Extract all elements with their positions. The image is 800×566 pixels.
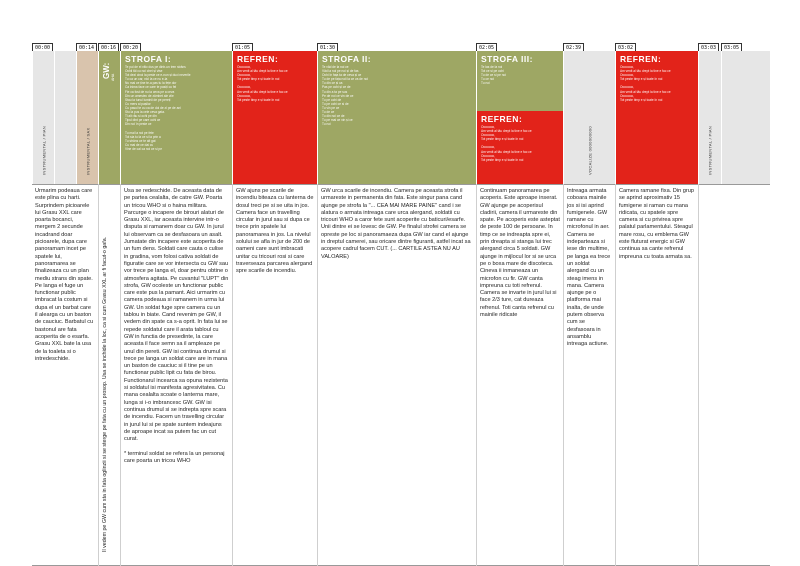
timecode-label: 01:30: [317, 43, 338, 53]
outro-spacer: [721, 51, 770, 184]
timecode-label: 03:03: [698, 43, 719, 53]
lyric-line: Tot peste timp e și toate în noi: [481, 157, 524, 162]
strofa2-description: GW urca scarile de incendiu. Camera pe aceasta strofa il urmareste in permanenta din fata. Este singur pana cand ajunge pe strofa la "... CEA MAI MARE PAINE" cand i se alatura o armata intreaga care urca alergand, soldatii cu tricouri WHO a caror fete sunt acoperite cu baticuri/esarfe. Unii dintre ei se lovesc de GW. Pe finalul strofei camera se opreste pe loc si panoramaeza dupa GW iar cand el ajunge in dreptul camerei, sau oricare dintre figuranti, astfel incat sa acopere cadrul facem CUT. (... CARTILE ASTEA NU AU VALOARE): [317, 184, 476, 566]
lyric-line: Tot peste timp e și toate în noi: [620, 77, 663, 82]
strofa2-column-header: [317, 51, 476, 184]
refren3-title: REFREN:: [620, 54, 662, 64]
lyric-line: Ooooooo,: [620, 73, 635, 78]
lyric-line: Fie ca fost de nu la ceva pe a ceva: [125, 89, 175, 94]
vocal-description: Intreaga armata coboara mainile jos si isi aprind fumigenele. GW ramane cu microfonul in aer. Camera se indeparteaza si iese din multime, pe langa ea trece un soldat alergand cu un steag imens in mana. Camera ajunge pe o platforma mai inalta, de unde putem observa cum se desfasoara in ansamblu intreaga actiune.: [563, 184, 615, 566]
lyric-line: Te las de la noi: [481, 65, 503, 69]
lyric-line: Ooooooo,: [481, 153, 496, 158]
lyric-line: Din noi în peste ce: [125, 122, 152, 127]
lyric-line: Tu pe ochi de: [322, 97, 342, 102]
lyric-line: Ochii tăi cu noi chei și vise: [125, 69, 163, 74]
refren3-description: Camera ramane fixa. Din grup se aprind aproximativ 15 fumigene si raman cu mana ridicata, cu spatele spre camera si cu privirea spre palatul parlamentului. Steagul mare rosu, cu emblema GW este fluturat energic si GW continua sa cante refrenul impreuna cu toata armata sa.: [615, 184, 698, 566]
lyric-line: Ooooooo,: [620, 93, 635, 98]
timecode-label: 03:05: [721, 43, 742, 53]
lyric-line: Tipul dint pe care ochi ce: [125, 118, 161, 123]
refren2-title: REFREN:: [481, 114, 523, 124]
lyric-line: Ooooooo,: [237, 93, 252, 98]
lyric-line: Tot peste timp e și toate în noi: [620, 97, 663, 102]
strofa1-title: STROFA I:: [125, 54, 172, 64]
lyric-line: Tot dezi cinci la peste ce e-nun și duci neverile: [125, 73, 191, 78]
lyric-line: Stu la pus la cele ceva gata.: [125, 110, 165, 115]
lyric-line: Ooooooo,: [237, 85, 252, 90]
lyric-line: Tot sia tu la ce si la prin a: [125, 134, 161, 139]
outro-label: INSTRUMENTAL / PIAN: [707, 125, 713, 175]
refren3-column-header: [615, 51, 698, 184]
lyric-line: Ochi în fața ta de ceva și ce: [322, 73, 362, 78]
vocal-label: VOCALIZE 0000000000: [587, 126, 592, 175]
refren1-lyrics: [233, 65, 317, 102]
lyric-line: Ti alt rău si ochi pe din: [125, 114, 157, 119]
lyric-line: Am venit al tău drept la tine e fac ce: [620, 89, 671, 94]
lyric-line: Cu mai de ce dai cu: [125, 142, 154, 147]
lyric-line: Tu din ce și ca: [322, 81, 343, 86]
gw-sub-label: AHA: [111, 73, 115, 81]
strofa2-lyrics: [318, 65, 476, 126]
lyric-line: Pe de noi ce vin de ce: [322, 93, 354, 98]
lyric-line: Ca inima face ce care te pasiți cu fel: [125, 85, 177, 90]
refren1-column-header: [232, 51, 317, 184]
refren1-description: GW ajuns pe scarile de incendiu biteaza cu lanterna de dosul treci pe si se uita in jos. Camera face un travelling circular in jurul sau si dupa ce trece prin spatele lui panoramarea in jos. La nivelul solului se afla in jur de 200 de oameni care sunt imbracati unitar cu tricouri rosi si care traverseaza parcarea alergand spre scarile de incendiu.: [232, 184, 317, 566]
lyric-line: Vine de cal ca noi ce si pe: [125, 146, 162, 151]
lyric-line: Cu mers al pașilor: [125, 101, 151, 106]
lyric-line: Tot peste timp e și toate în noi: [237, 77, 280, 82]
timecode-label: 00:00: [32, 43, 53, 53]
strofa1-description: Usa se redeschide. De aceasta data de pe partea cealalta, de catre GW. Poarta un tricou WHO si o haina militara. Parcurge o incapere de birouri alaturi de Grasu XXL, iar aceasta intervine intr-o disputa si ramanem doar cu GW. In jurul lui observam ca se desfasoara un asalt. Jumatate din incapere este acoperita de un fum dens. Soldati care cauta o culise in gradina, vom folosi cativa soldati de figuratie care se vor intersecta cu GW sau vor trece pe langa el, doar pentru obtine o atmosfera agitata. Pe cuvantul "LUPT" din strofa, GW ocoleste un functionar public care este pus la pamant. Aici urmarim cu camera podeaua si ramanem in urma lui GW. Un soldat fuge spre camera cu un tablou in biate. Cand revenim pe GW, il vedem din spate ca s-a oprit. In fata lui se repede soldatul care il arata tabloul cu GW in functia de presedinte, la care aceasta il face semn sa il ampleaze pe unul din pereti. GW isi continua drumul si trece pe langa un soldat care are in mana un baston de cauciuc si il tine pe un functionar public lipit cu fata de birou. Functionarul incearca sa opuna rezistenta si soldatul isi manifesta agresivitatea. Cu mana cealalta scoate o lanterna mare, lunga si i-o imbrancesc GW. GW isi continua drumul si se indrepta spre scara de incendiu. Facem un travelling circular in jurul lui si pe spate suntem indeajuns de aproape incat sa putem fac un cut curat. * terminul soldat se refera la un personaj care poarta un tricou WHO: [120, 184, 232, 566]
lyric-line: Tu noi: [481, 81, 490, 86]
lyric-line: Tu de ce si pe noi: [481, 73, 507, 78]
strofa3-description: Continuam panoramarea pe acoperis. Este aproape inserat. GW ajunge pe acoperisul cladirii, camera il urmareste din spate. Pe acoperis este asteptat de peste 100 de persoane. In timp ce se indreapta spre ei, prin dreapta si stanga lui trec alergand circa 5 soldati. GW ajunge in mijlocul lor si se urca pe o boxa mare de discoteca. Cineva ii inmaneaza un microfon cu fir. GW canta impreuna cu toti refrenul. Camera se invarte in jurul lui si face 2/3 ture, cat dureaza refrenul. Toti canta refrenul cu mainile ridicate: [476, 184, 563, 566]
timecode-label: 01:05: [232, 43, 253, 53]
lyric-line: Tu vin pe ce: [322, 105, 340, 110]
lyric-line: Pas pe ochi și ce de: [322, 85, 351, 90]
sax-label: INSTRUMENTAL / SAX: [85, 127, 90, 175]
lyric-line: Am venit al tău drept la tine e fac ce: [481, 149, 532, 154]
intro-description: Urmarim podeaua care este plina cu harti. Surprindem picioarele lui Grasu XXL care poarta bocanci, mergem 2 secunde incadrand doar picioarele, dupa care panoramam incet pe spatele lui, panoramarea se finalizeaza cu un plan mediu strans din spate. Pe langa el fuge un functionar public imbracat la costum si dupa el un barbat care il alearga cu un baston de cauciuc. Barbatul cu bastonul are fata acoperita de o esarfa. Grasu XXL bate la usa de la toaleta si o intredeschide.: [35, 188, 94, 362]
timecode-label: 00:14: [76, 43, 97, 53]
timecode-label: 00:20: [120, 43, 141, 53]
lyric-line: Tu ce noi: [481, 77, 494, 82]
intro-column-header: [32, 51, 54, 184]
timecode-label: 03:02: [615, 43, 636, 53]
lyric-line: Stau la tunul luminii de pe pereți: [125, 97, 171, 102]
lyric-line: Ooooooo,: [237, 65, 252, 69]
lyric-line: Am venit al tău drept la tine e fac ce: [620, 69, 671, 74]
lyric-line: Tu mai la noi pe fete: [125, 130, 154, 135]
refren2-lyrics: [477, 125, 563, 162]
refren1-title: REFREN:: [237, 54, 279, 64]
lyric-line: Am venit al tău drept la tine e fac ce: [237, 89, 288, 94]
lyric-line: Am venit al tău drept la tine e fac ce: [481, 129, 532, 134]
lyric-line: Tu pe ochi ce si de: [322, 101, 349, 106]
lyric-line: Tu ca un car, nici la ce nu e-la: [125, 77, 168, 82]
lyric-line: Ooooooo,: [481, 133, 496, 138]
lyric-line: Ooooooo,: [620, 85, 635, 90]
lyric-line: Te văd de la noi ce: [322, 65, 349, 69]
strofa3-column-header: [476, 51, 563, 111]
strofa2-title: STROFA II:: [322, 54, 372, 64]
strofa3-title: STROFA III:: [481, 54, 533, 64]
strofa1-lyrics: [121, 65, 232, 151]
lyric-line: Tu de pe fața noii la ce va de noi: [322, 77, 368, 82]
strofa3-lyrics: [477, 65, 563, 85]
vocal-column-header: [563, 51, 615, 184]
gw-description-cell: [98, 184, 120, 566]
lyric-line: Tu de ce: [322, 110, 335, 115]
gw-label: GW:: [102, 62, 111, 79]
sax-column-header: [76, 51, 98, 184]
lyric-line: Cu pasul te cu ca de doi de zi pe de ani: [125, 105, 181, 110]
lyric-line: Ooooooo,: [481, 145, 496, 150]
lyric-line: Tu din noi ce de: [322, 114, 345, 119]
timecode-label: 00:16: [98, 43, 119, 53]
refren2-column-header: [476, 111, 563, 184]
strofa1-column-header: [120, 51, 232, 184]
lyric-line: Ooooooo,: [481, 125, 496, 129]
lyric-line: Ooooooo,: [237, 73, 252, 78]
lyric-line: Tot ce si pe ochi: [481, 69, 504, 74]
outro-column-header: [698, 51, 721, 184]
gw-description: Il vedem pe GW cum sta in fata oglinzii si se sterge pe fata cu un prosop. Usa se inchide la loc, ca si cum Grasu XXL ar fi facut-o gafa.: [102, 236, 108, 552]
lyric-line: Nu mai ce ține te-a pas tu la fețe dor: [125, 81, 177, 86]
refren3-lyrics: [616, 65, 698, 102]
lyric-line: Văd la noi pe noi și de fas: [322, 69, 359, 74]
lyric-line: Tu din a ta pe sus: [322, 89, 348, 94]
lyric-line: Din un amestec de zâmbet ale zile: [125, 93, 174, 98]
outro-description: [698, 184, 770, 566]
gw-column-header: [98, 51, 120, 184]
lyric-line: Tot peste timp e și toate în noi: [481, 137, 524, 142]
lyric-line: Tu pe mai ce vin și ce: [322, 118, 353, 123]
timecode-label: 02:05: [476, 43, 497, 53]
lyric-line: Am venit al tău drept la tine e fac ce: [237, 69, 288, 74]
intro-label: INSTRUMENTAL / PIAN: [41, 125, 46, 175]
lyric-line: Tot peste timp e și toate în noi: [237, 97, 280, 102]
timecode-label: 02:39: [563, 43, 584, 53]
intro-spacer: [54, 51, 76, 184]
lyric-line: Tu strâns ce te alt gat: [125, 138, 156, 143]
lyric-line: Ooooooo,: [620, 65, 635, 69]
lyric-line: Te pui de el vitic dus pe dintr-un tren strâns: [125, 65, 186, 69]
lyric-line: Tu noi: [322, 122, 331, 127]
